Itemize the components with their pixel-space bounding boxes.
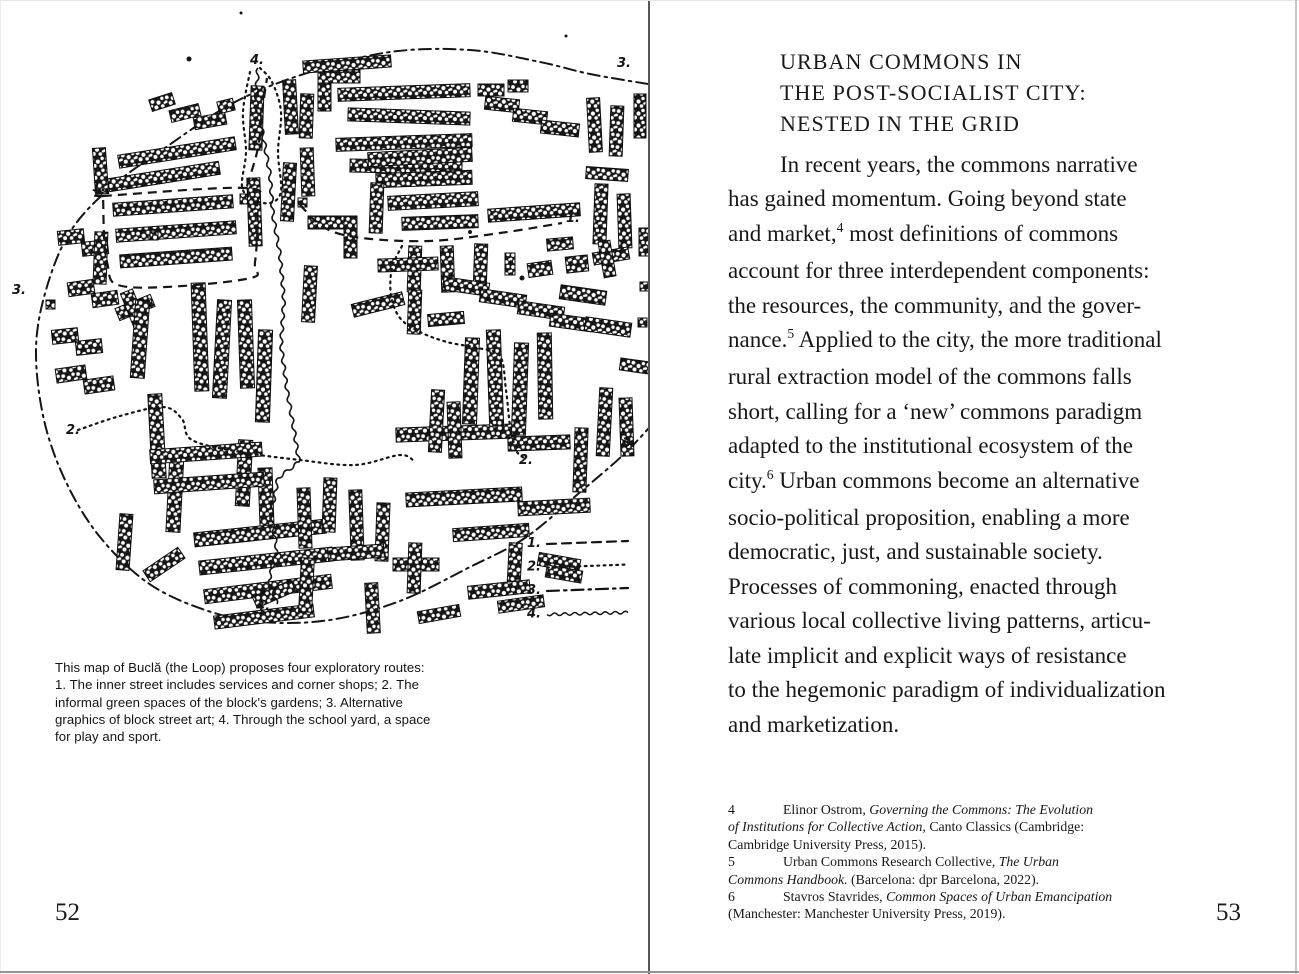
map-building-blocks — [46, 12, 649, 634]
scan-edge-right — [1295, 0, 1297, 974]
page-right — [649, 0, 1299, 974]
svg-text:2.: 2. — [527, 559, 541, 575]
footnotes: 4 Elinor Ostrom, Governing the Commons: The Evolution of Institutions for Collective Action, Canto Classics (Cambridge: Cambridge University Press, 2015). 5 Urban Commons Research Collective, The Urban Commons Handbook. (Barcelona: dpr Barcelona, 2022). 6 Stavros Stavrides, Common Spaces of Urban Emancipation (Manchester: Manchester University Press, 2019). — [728, 802, 1113, 922]
page-gutter-line — [648, 0, 650, 974]
svg-text:1.: 1. — [92, 180, 106, 195]
svg-text:4.: 4. — [256, 599, 270, 614]
svg-text:4.: 4. — [250, 53, 264, 68]
page-number-right: 53 — [1216, 899, 1241, 926]
figure-caption: This map of Buclă (the Loop) proposes four exploratory routes: 1. The inner street includes services and corner shops; 2. The informal green spaces of the block's gardens; 3. Alternative graphics of block street art; 4. Through the school yard, a space for play and sport. — [55, 660, 431, 745]
map-illustration — [0, 0, 649, 650]
svg-text:2.: 2. — [66, 423, 80, 438]
page-left — [0, 0, 649, 974]
svg-text:3.: 3. — [527, 583, 541, 598]
scan-edge-left — [0, 0, 1, 974]
svg-text:4.: 4. — [527, 606, 541, 622]
scan-edge-bottom — [0, 971, 1299, 973]
section-title: URBAN COMMONS IN THE POST-SOCIALIST CITY: NESTED IN THE GRID — [780, 49, 1087, 136]
svg-text:2.: 2. — [519, 453, 533, 468]
scan-edge-top — [0, 0, 1299, 1]
body-text: In recent years, the commons narrative has gained momentum. Going beyond state and market,$^4$ most definitions of commons account for three interdependent components: the resources, the community, and the gover- nance.$^5$ Applied to the city, the more traditional rural extraction model of the commons falls short, calling for a ‘new’ commons paradigm adapted to the institutional ecosystem of the city.$^6$ Urban commons become an alternative socio-political proposition, enabling a more democratic, just, and sustainable society. Processes of commoning, enacted through various local collective living patterns, articu- late implicit and explicit ways of resistance to the hegemonic paradigm of individualization and marketization. — [728, 152, 1166, 737]
svg-text:3.: 3. — [617, 56, 631, 71]
svg-text:3.: 3. — [12, 283, 26, 298]
page-number-left: 52 — [55, 899, 80, 926]
svg-text:1.: 1. — [566, 211, 580, 226]
svg-text:3.: 3. — [622, 436, 636, 451]
svg-text:1.: 1. — [527, 536, 541, 551]
